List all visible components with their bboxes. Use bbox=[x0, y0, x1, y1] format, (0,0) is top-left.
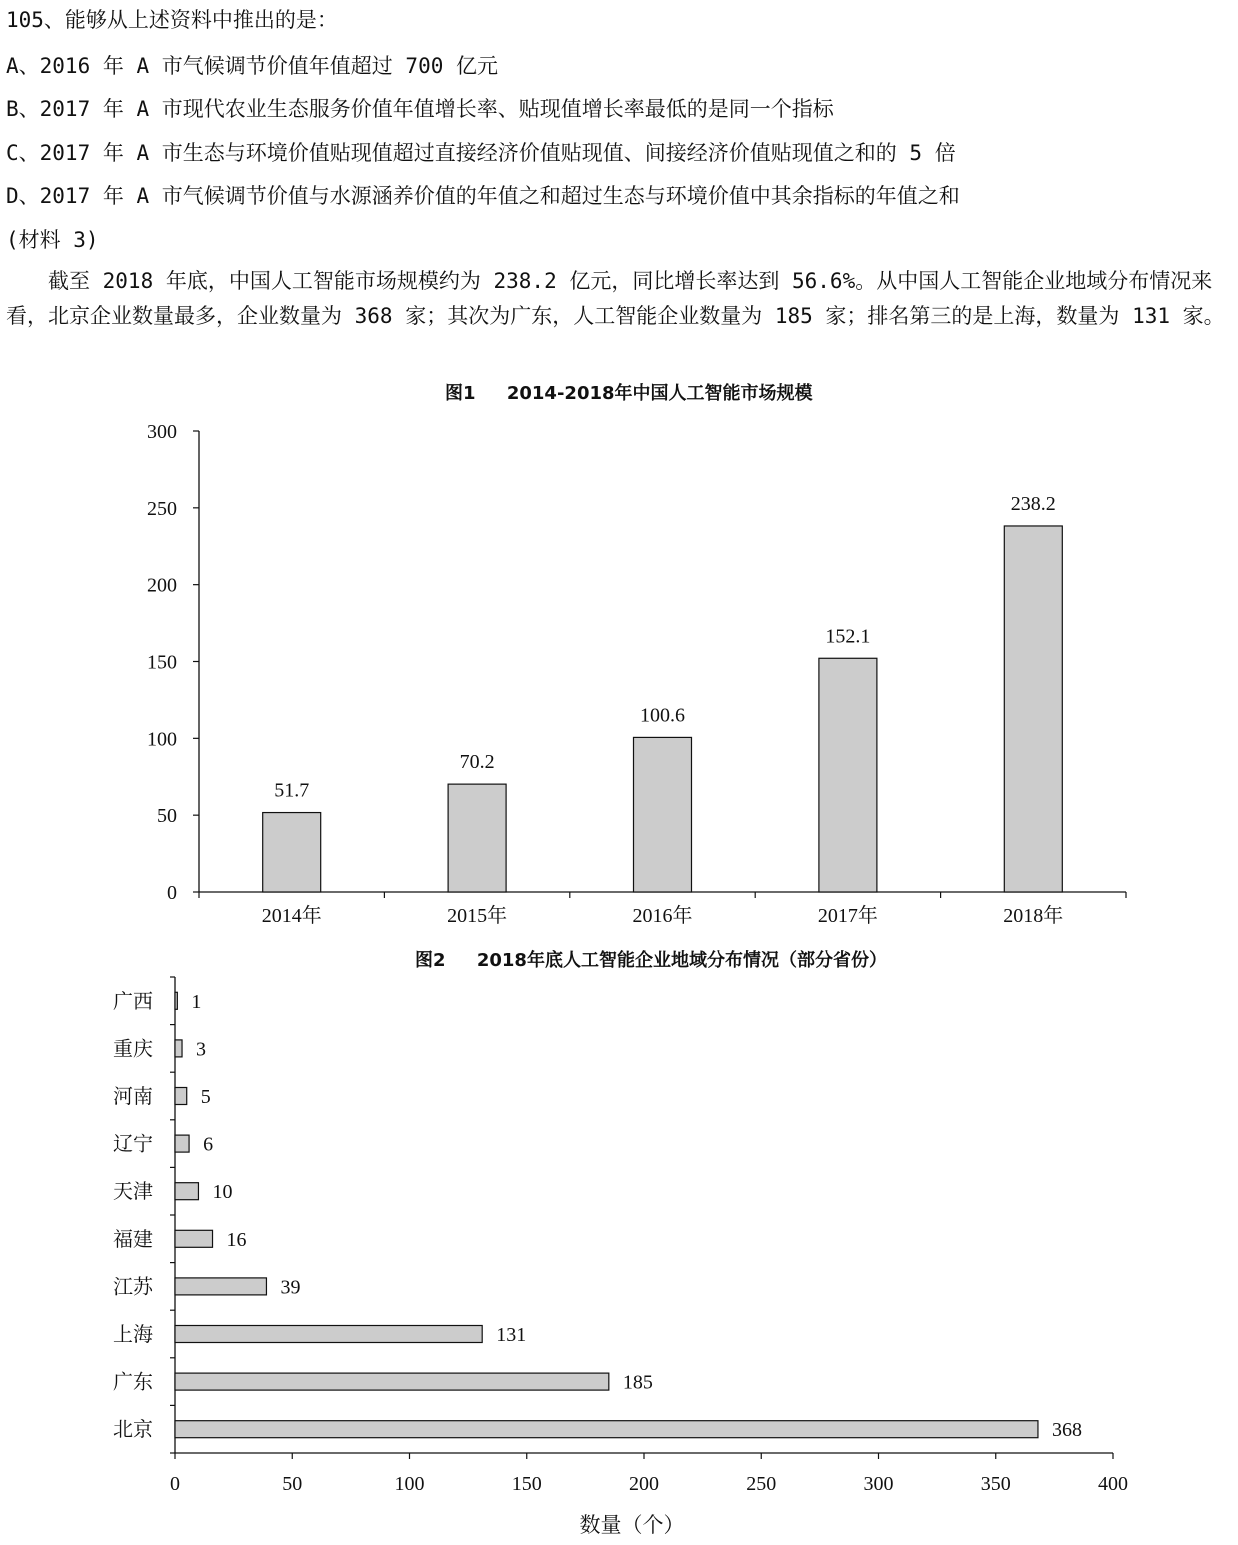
chart2-bar bbox=[175, 1135, 189, 1152]
chart2-data-label: 368 bbox=[1051, 1419, 1082, 1442]
chart2-data-label: 39 bbox=[280, 1276, 301, 1299]
chart1-y-tick-label: 300 bbox=[147, 421, 177, 443]
chart2-y-tick-label: 辽宁 bbox=[113, 1133, 153, 1156]
chart1-x-tick-label: 2015年 bbox=[447, 905, 508, 927]
chart2-enterprise-distribution bbox=[0, 965, 1238, 1545]
chart2-x-tick-label: 150 bbox=[511, 1473, 542, 1495]
chart2-y-tick-label: 重庆 bbox=[113, 1038, 153, 1061]
chart2-x-tick-label: 300 bbox=[863, 1473, 894, 1495]
chart1-y-tick-label: 50 bbox=[157, 805, 177, 828]
chart2-data-label: 185 bbox=[622, 1371, 653, 1394]
question-stem: 105、能够从上述资料中推出的是： bbox=[6, 8, 338, 32]
chart1-data-label: 70.2 bbox=[459, 751, 495, 774]
chart2-title: 图2 2018年底人工智能企业地域分布情况（部分省份） bbox=[415, 950, 887, 971]
chart1-bar bbox=[448, 784, 506, 892]
chart1-bar bbox=[634, 737, 692, 892]
chart2-x-tick-label: 100 bbox=[394, 1473, 425, 1495]
chart2-y-tick-label: 天津 bbox=[113, 1181, 153, 1204]
chart1-data-label: 238.2 bbox=[1010, 492, 1056, 515]
material-paragraph: 截至 2018 年底，中国人工智能市场规模约为 238.2 亿元，同比增长率达到 56.6%。从中国人工智能企业地域分布情况来看，北京企业数量最多，企业数量为 368 家；其次为广东，人工智能企业数量为 185 家；排名第三的是上海，数量为 131 家。 bbox=[6, 269, 1225, 328]
chart1-x-tick-label: 2017年 bbox=[817, 905, 878, 927]
chart2-bar bbox=[175, 1421, 1038, 1438]
chart1-x-tick-label: 2018年 bbox=[1003, 905, 1064, 927]
chart2-x-axis-label: 数量（个） bbox=[579, 1513, 685, 1537]
chart2-y-tick-label: 河南 bbox=[113, 1086, 153, 1108]
chart2-y-tick-label: 广东 bbox=[113, 1371, 153, 1394]
chart2-x-tick-label: 0 bbox=[170, 1473, 180, 1495]
chart1-y-tick-label: 200 bbox=[147, 574, 177, 597]
chart2-y-tick-label: 江苏 bbox=[113, 1276, 153, 1299]
chart1-y-tick-label: 250 bbox=[147, 497, 177, 520]
chart2-x-tick-label: 400 bbox=[1098, 1473, 1128, 1495]
chart1-bar bbox=[263, 813, 321, 892]
chart2-data-label: 1 bbox=[191, 990, 202, 1013]
chart1-data-label: 100.6 bbox=[640, 704, 685, 727]
chart2-x-tick-label: 250 bbox=[746, 1473, 777, 1495]
chart1-x-tick-label: 2016年 bbox=[632, 905, 693, 927]
chart2-x-tick-label: 50 bbox=[282, 1473, 303, 1495]
chart2-x-tick-label: 200 bbox=[629, 1473, 659, 1495]
chart2-bar bbox=[175, 1088, 187, 1105]
chart1-y-tick-label: 100 bbox=[147, 728, 177, 751]
chart1-title: 图1 2014-2018年中国人工智能市场规模 bbox=[445, 383, 813, 404]
chart2-x-tick-label: 350 bbox=[980, 1473, 1011, 1495]
option-c: C、2017 年 A 市生态与环境价值贴现值超过直接经济价值贴现值、间接经济价值贴现值之和的 5 倍 bbox=[6, 141, 956, 165]
chart2-data-label: 3 bbox=[196, 1038, 207, 1061]
chart2-bar bbox=[175, 1040, 182, 1057]
chart1-data-label: 51.7 bbox=[274, 779, 310, 802]
option-a: A、2016 年 A 市气候调节价值年值超过 700 亿元 bbox=[6, 54, 499, 78]
chart2-bar bbox=[175, 992, 177, 1009]
material-label: (材料 3) bbox=[6, 228, 99, 252]
chart1-y-tick-label: 150 bbox=[147, 651, 177, 674]
chart2-data-label: 6 bbox=[203, 1133, 214, 1156]
chart2-bar bbox=[175, 1183, 198, 1200]
option-b: B、2017 年 A 市现代农业生态服务价值年值增长率、贴现值增长率最低的是同一个指标 bbox=[6, 97, 834, 121]
chart2-data-label: 131 bbox=[496, 1324, 527, 1346]
chart2-data-label: 10 bbox=[212, 1181, 233, 1204]
chart1-bar bbox=[1004, 526, 1062, 892]
chart2-data-label: 5 bbox=[200, 1086, 211, 1108]
chart1-x-tick-label: 2014年 bbox=[261, 905, 322, 927]
chart2-bar bbox=[175, 1230, 213, 1247]
chart2-y-tick-label: 北京 bbox=[113, 1419, 153, 1442]
chart2-bar bbox=[175, 1326, 482, 1343]
chart2-y-tick-label: 上海 bbox=[113, 1324, 153, 1346]
chart2-data-label: 16 bbox=[226, 1228, 247, 1251]
chart1-market-size bbox=[0, 400, 1238, 960]
chart1-y-tick-label: 0 bbox=[167, 882, 177, 904]
chart2-bar bbox=[175, 1278, 266, 1295]
chart1-data-label: 152.1 bbox=[825, 625, 871, 648]
option-d: D、2017 年 A 市气候调节价值与水源涵养价值的年值之和超过生态与环境价值中其余指标的年值之和 bbox=[6, 184, 960, 208]
chart2-bar bbox=[175, 1373, 609, 1390]
chart2-y-tick-label: 福建 bbox=[113, 1228, 153, 1251]
chart1-bar bbox=[819, 658, 877, 892]
chart2-y-tick-label: 广西 bbox=[113, 990, 153, 1013]
